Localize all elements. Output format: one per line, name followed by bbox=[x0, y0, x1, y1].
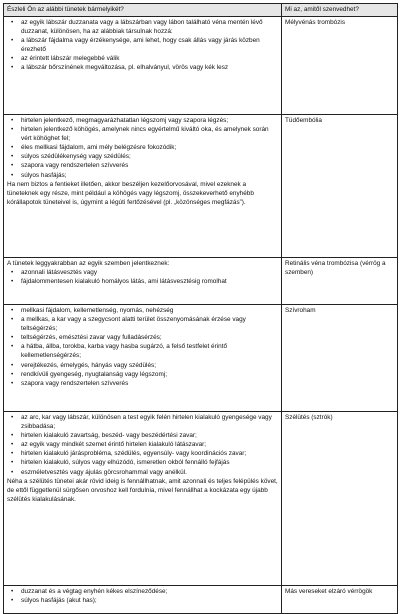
symptom-bullet: • duzzanat és a végtag enyhén kékes elszíneződése; bbox=[7, 587, 279, 596]
symptom-bullet: • mellkasi fájdalom, kellemetlenség, nyomás, nehézség bbox=[7, 306, 279, 315]
symptom-note: Ha nem biztos a fentieket illetően, akkor beszéljen kezelőorvosával, mivel ezeknek a tüneteknek egy része, mint például a köhögés vagy légszomj, összekeverhető enyhébb kórállapotok tüneteivel is, úgymint a légúti fertőzésével (pl. „közönséges megfázás”). bbox=[7, 180, 254, 206]
symptom-bullet: • rendkívüli gyengeség, nyugtalanság vagy légszomj; bbox=[7, 370, 279, 379]
symptom-bullet: • szapora vagy rendszertelen szívverés bbox=[7, 379, 279, 388]
symptom-bullet: • azonnali látásvesztés vagy bbox=[7, 268, 279, 277]
symptom-bullet: • teltségérzés, emésztési zavar vagy fulladásérzés; bbox=[7, 333, 279, 342]
symptom-bullet: • súlyos hasfájás (akut has); bbox=[7, 596, 279, 605]
symptom-table bbox=[3, 3, 398, 614]
symptom-bullet: • verejtékezés, émelygés, hányás vagy szédülés; bbox=[7, 361, 279, 370]
symptom-note: A tünetek leggyakrabban az egyik szemben jelentkeznek: bbox=[7, 260, 170, 267]
symptoms-cell bbox=[4, 17, 282, 115]
condition-cell: Tüdőembólia bbox=[282, 115, 398, 258]
table-row bbox=[4, 115, 398, 258]
symptom-bullet: • súlyos hasfájás; bbox=[7, 171, 279, 180]
symptoms-cell bbox=[4, 115, 282, 258]
header-symptoms: Észleli Ön az alábbi tünetek bármelyikét? bbox=[4, 4, 282, 17]
symptom-bullet: • hirtelen kialakuló járásproblémа, szédülés, egyensúly- vagy koordinációs zavar; bbox=[7, 449, 279, 458]
symptom-bullet: • a lábszár bőrszínének megváltozása, pl. elhalványul, vörös vagy kék lesz bbox=[7, 63, 279, 72]
condition-cell: Retinális véna trombózisa (vérrög a szemben) bbox=[282, 258, 398, 305]
symptom-bullet: • fájdalommentesen kialakuló homályos látás, ami látásvesztésig romolhat bbox=[7, 277, 279, 286]
symptom-bullet: • súlyos szédülékenység vagy szédülés; bbox=[7, 152, 279, 161]
symptom-bullet: • a mellkas, a kar vagy a szegycsont alatti terület összenyomásának érzése vagy teltségérzés; bbox=[7, 315, 279, 333]
symptom-bullet: • hirtelen jelentkező köhögés, amelynek nincs egyértelmű kiváltó oka, és amelynek során vért köhöghet fel; bbox=[7, 125, 279, 143]
symptom-bullet: • az érintett lábszár melegebbé válik bbox=[7, 54, 279, 63]
header-condition: Mi az, amitől szenvedhet? bbox=[282, 4, 398, 17]
table-row bbox=[4, 17, 398, 115]
condition-cell: Szélütés (sztrók) bbox=[282, 412, 398, 586]
symptom-bullet: • a lábszár fájdalma vagy érzékenysége, ami lehet, hogy csak állás vagy járás közben érezhető bbox=[7, 36, 279, 54]
symptom-bullet: • az egyik lábszár duzzanata vagy a lábszárban vagy lábon található véna mentén lévő duzzanat, különösen, ha az alábbiak társulnak hozzá: bbox=[7, 18, 279, 36]
symptom-bullet: • éles mellkasi fájdalom, ami mély belégzésre fokozódik; bbox=[7, 143, 279, 152]
symptom-bullet: • az arc, kar vagy lábszár, különösen a test egyik felén hirtelen kialakuló gyengesége vagy zsibbadása; bbox=[7, 413, 279, 431]
table-row bbox=[4, 586, 398, 614]
symptoms-cell bbox=[4, 412, 282, 586]
symptom-bullet: • eszméletvesztés vagy ájulás görcsrohammal vagy anélkül. bbox=[7, 468, 279, 477]
symptoms-cell bbox=[4, 586, 282, 614]
condition-cell: Más vereseket elzáró vérrögök bbox=[282, 586, 398, 614]
symptoms-cell bbox=[4, 258, 282, 305]
symptoms-cell bbox=[4, 305, 282, 412]
condition-cell: Szívroham bbox=[282, 305, 398, 412]
symptom-bullet: • hirtelen jelentkező, megmagyarázhatatlan légszomj vagy szapora légzés; bbox=[7, 116, 279, 125]
symptom-bullet: • a hátba, állba, torokba, karba vagy hasba sugárzó, a felső testfelet érintő kellemetlenségérzés; bbox=[7, 342, 279, 360]
table-row bbox=[4, 305, 398, 412]
symptom-note: Néha a szélütés tünetei akár rövid ideig is fennállhatnak, amit azonnali és teljes felépülés követ, de ettől függetlenül sürgősen orvoshoz kell fordulnia, mivel fennállhat a kockázata egy újabb szélütés kialakulásának. bbox=[7, 477, 278, 503]
condition-cell: Mélyvénás trombózis bbox=[282, 17, 398, 115]
symptom-bullet: • hirtelen kialakuló, súlyos vagy elhúzódó, ismeretlen okból fennálló fejfájás bbox=[7, 458, 279, 467]
table-row bbox=[4, 258, 398, 305]
symptom-bullet: • szapora vagy rendszertelen szívverés bbox=[7, 161, 279, 170]
symptom-bullet: • az egyik vagy mindkét szemet érintő hirtelen kialakuló látászavar; bbox=[7, 440, 279, 449]
symptom-bullet: • hirtelen kialakuló zavartság, beszéd- vagy beszédértési zavar; bbox=[7, 431, 279, 440]
table-header-row bbox=[4, 4, 398, 17]
table-row bbox=[4, 412, 398, 586]
